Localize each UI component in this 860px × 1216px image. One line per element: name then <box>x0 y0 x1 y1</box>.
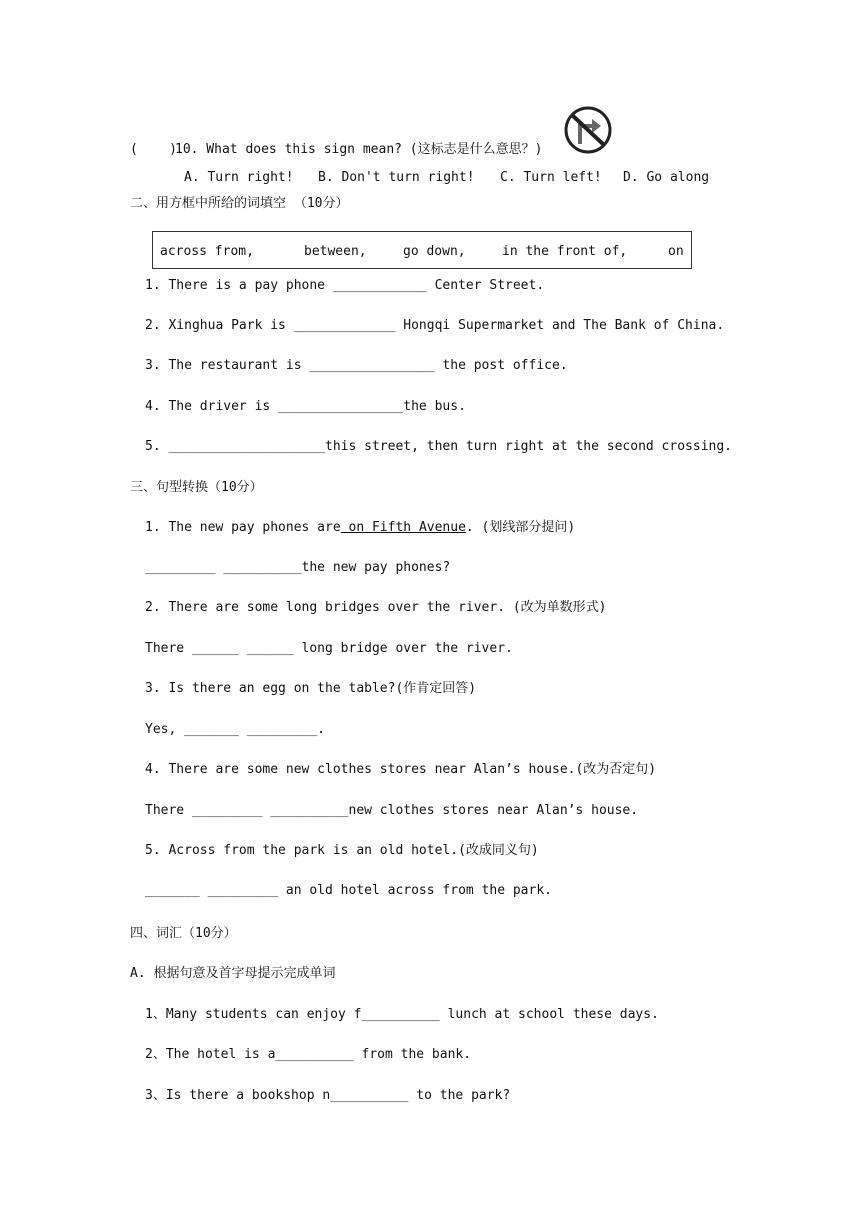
section-4-heading: 四、词汇（10分） <box>130 926 237 941</box>
section-3-heading: 三、句型转换（10分） <box>130 480 263 495</box>
section-4a-instruction: A. 根据句意及首字母提示完成单词 <box>130 966 336 981</box>
no-right-turn-sign-icon <box>563 106 613 154</box>
word-box-item: on <box>668 244 684 259</box>
word-box-item: across from, <box>160 244 254 259</box>
transform-question-4: 4. There are some new clothes stores near Alan’s house.(改为否定句) <box>145 762 657 777</box>
vocab-item-1: 1、Many students can enjoy f__________ lunch at school these days. <box>145 1007 659 1022</box>
transform-answer-5: _______ _________ an old hotel across from the park. <box>145 883 552 898</box>
transform-answer-4: There _________ __________new clothes stores near Alan’s house. <box>145 803 639 818</box>
word-box-item: in the front of, <box>502 244 628 259</box>
section-2-heading: 二、用方框中所给的词填空 （10分） <box>130 196 349 211</box>
transform-answer-1: _________ __________the new pay phones? <box>145 560 451 575</box>
vocab-item-3: 3、Is there a bookshop n__________ to the park? <box>145 1088 511 1103</box>
transform-answer-3: Yes, _______ _________. <box>145 722 326 737</box>
word-box-item: between, <box>304 244 367 259</box>
question-10-text: 10. What does this sign mean? (这标志是什么意思？) <box>175 142 543 157</box>
option-d: D. Go along <box>623 170 710 185</box>
option-b: B. Don't turn right! <box>318 170 475 185</box>
fill-item-3: 3. The restaurant is ________________ the post office. <box>145 358 568 373</box>
fill-item-5: 5. ____________________this street, then turn right at the second crossing. <box>145 439 732 454</box>
fill-item-4: 4. The driver is ________________the bus. <box>145 399 466 414</box>
fill-item-2: 2. Xinghua Park is _____________ Hongqi Supermarket and The Bank of China. <box>145 318 725 333</box>
transform-question-1: 1. The new pay phones are on Fifth Avenue. (划线部分提问) <box>145 520 576 535</box>
transform-question-2: 2. There are some long bridges over the river. (改为单数形式) <box>145 600 607 615</box>
fill-item-1: 1. There is a pay phone ____________ Center Street. <box>145 278 545 293</box>
vocab-item-2: 2、The hotel is a__________ from the bank. <box>145 1047 472 1062</box>
answer-bracket: ( ) <box>130 142 177 157</box>
option-c: C. Turn left! <box>500 170 602 185</box>
transform-question-3: 3. Is there an egg on the table?(作肯定回答) <box>145 681 477 696</box>
option-a: A. Turn right! <box>184 170 294 185</box>
word-box-item: go down, <box>403 244 466 259</box>
transform-answer-2: There ______ ______ long bridge over the river. <box>145 641 513 656</box>
underlined-phrase: on Fifth Avenue <box>340 520 466 535</box>
transform-question-5: 5. Across from the park is an old hotel.(改成同义句) <box>145 843 539 858</box>
